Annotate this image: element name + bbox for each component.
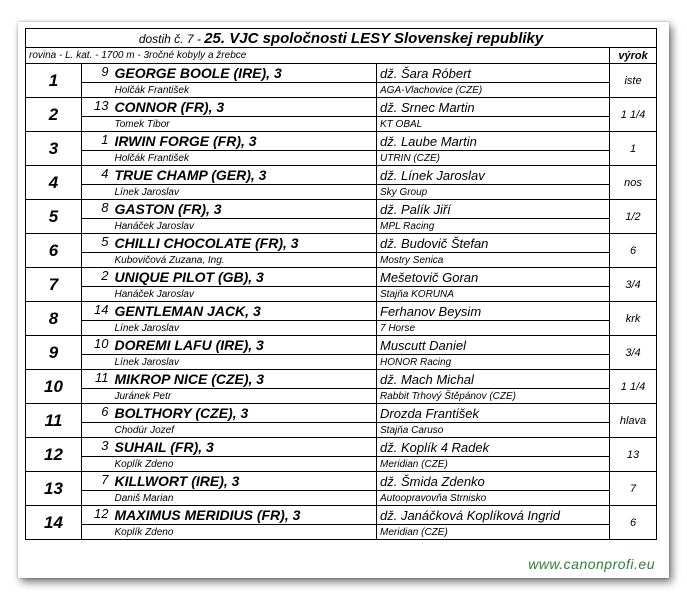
horse-name: KILLWORT (IRE), 3 bbox=[112, 472, 377, 491]
place-number: 13 bbox=[26, 472, 82, 506]
result-margin: hlava bbox=[610, 404, 657, 438]
owner-name: Sky Group bbox=[377, 185, 610, 200]
trainer-name: Tomek Tibor bbox=[112, 117, 377, 132]
place-number: 12 bbox=[26, 438, 82, 472]
start-number: 6 bbox=[82, 404, 112, 423]
place-number: 4 bbox=[26, 166, 82, 200]
start-number-spacer bbox=[82, 219, 112, 234]
start-number-spacer bbox=[82, 151, 112, 166]
result-subrow bbox=[26, 389, 657, 404]
trainer-name: Koplík Zdeno bbox=[112, 525, 377, 540]
owner-name: 7 Horse bbox=[377, 321, 610, 336]
horse-name: SUHAIL (FR), 3 bbox=[112, 438, 377, 457]
start-number-spacer bbox=[82, 253, 112, 268]
start-number-spacer bbox=[82, 321, 112, 336]
result-row bbox=[26, 336, 657, 355]
start-number: 11 bbox=[82, 370, 112, 389]
horse-name: MIKROP NICE (CZE), 3 bbox=[112, 370, 377, 389]
trainer-name: Hanáček Jaroslav bbox=[112, 219, 377, 234]
place-number: 14 bbox=[26, 506, 82, 540]
start-number-spacer bbox=[82, 287, 112, 302]
result-row bbox=[26, 404, 657, 423]
result-margin: 1/2 bbox=[610, 200, 657, 234]
place-number: 3 bbox=[26, 132, 82, 166]
trainer-name: Línek Jaroslav bbox=[112, 321, 377, 336]
owner-name: KT OBAL bbox=[377, 117, 610, 132]
race-prefix: dostih č. 7 - bbox=[138, 31, 205, 46]
trainer-name: Hanáček Jaroslav bbox=[112, 287, 377, 302]
start-number: 14 bbox=[82, 302, 112, 321]
result-row bbox=[26, 64, 657, 83]
owner-name: Meridian (CZE) bbox=[377, 457, 610, 472]
horse-name: DOREMI LAFU (IRE), 3 bbox=[112, 336, 377, 355]
result-margin: 13 bbox=[610, 438, 657, 472]
owner-name: Autoopravovňa Strnisko bbox=[377, 491, 610, 506]
trainer-name: Holčák František bbox=[112, 151, 377, 166]
horse-name: MAXIMUS MERIDIUS (FR), 3 bbox=[112, 506, 377, 525]
owner-name: MPL Racing bbox=[377, 219, 610, 234]
result-subrow bbox=[26, 219, 657, 234]
jockey-name: Drozda František bbox=[377, 404, 610, 423]
result-margin: 6 bbox=[610, 234, 657, 268]
place-number: 10 bbox=[26, 370, 82, 404]
result-subrow bbox=[26, 457, 657, 472]
start-number-spacer bbox=[82, 83, 112, 98]
result-margin: 1 1/4 bbox=[610, 98, 657, 132]
start-number: 8 bbox=[82, 200, 112, 219]
trainer-name: Koplík Zdeno bbox=[112, 457, 377, 472]
result-column-header: výrok bbox=[610, 48, 657, 64]
result-row bbox=[26, 370, 657, 389]
jockey-name: Ferhanov Beysim bbox=[377, 302, 610, 321]
result-margin: 7 bbox=[610, 472, 657, 506]
start-number-spacer bbox=[82, 389, 112, 404]
jockey-name: dž. Šmida Zdenko bbox=[377, 472, 610, 491]
result-row bbox=[26, 132, 657, 151]
result-subrow bbox=[26, 355, 657, 370]
result-subrow bbox=[26, 287, 657, 302]
horse-name: TRUE CHAMP (GER), 3 bbox=[112, 166, 377, 185]
result-subrow bbox=[26, 491, 657, 506]
place-number: 2 bbox=[26, 98, 82, 132]
trainer-name: Línek Jaroslav bbox=[112, 185, 377, 200]
jockey-name: Mešetovič Goran bbox=[377, 268, 610, 287]
owner-name: AGA-Vlachovice (CZE) bbox=[377, 83, 610, 98]
horse-name: IRWIN FORGE (FR), 3 bbox=[112, 132, 377, 151]
start-number: 1 bbox=[82, 132, 112, 151]
horse-name: GASTON (FR), 3 bbox=[112, 200, 377, 219]
race-details-row bbox=[26, 48, 657, 64]
owner-name: Stajňa KORUNA bbox=[377, 287, 610, 302]
owner-name: Mostry Senica bbox=[377, 253, 610, 268]
trainer-name: Kubovičová Zuzana, Ing. bbox=[112, 253, 377, 268]
start-number: 2 bbox=[82, 268, 112, 287]
result-row bbox=[26, 438, 657, 457]
result-margin: krk bbox=[610, 302, 657, 336]
start-number: 10 bbox=[82, 336, 112, 355]
place-number: 5 bbox=[26, 200, 82, 234]
watermark: www.canonprofi.eu bbox=[528, 556, 655, 572]
place-number: 9 bbox=[26, 336, 82, 370]
start-number: 5 bbox=[82, 234, 112, 253]
owner-name: Stajňa Caruso bbox=[377, 423, 610, 438]
start-number: 13 bbox=[82, 98, 112, 117]
result-subrow bbox=[26, 525, 657, 540]
result-subrow bbox=[26, 151, 657, 166]
result-row bbox=[26, 98, 657, 117]
place-number: 7 bbox=[26, 268, 82, 302]
start-number-spacer bbox=[82, 117, 112, 132]
start-number-spacer bbox=[82, 423, 112, 438]
place-number: 1 bbox=[26, 64, 82, 98]
jockey-name: dž. Laube Martin bbox=[377, 132, 610, 151]
result-margin: nos bbox=[610, 166, 657, 200]
result-row bbox=[26, 302, 657, 321]
result-row bbox=[26, 166, 657, 185]
trainer-name: Daniš Marian bbox=[112, 491, 377, 506]
jockey-name: Muscutt Daniel bbox=[377, 336, 610, 355]
jockey-name: dž. Koplík 4 Radek bbox=[377, 438, 610, 457]
start-number: 3 bbox=[82, 438, 112, 457]
title-row bbox=[26, 29, 657, 48]
race-details: rovina - L. kat. - 1700 m - 3ročné kobyly a žrebce bbox=[26, 48, 610, 64]
result-subrow bbox=[26, 117, 657, 132]
trainer-name: Chodúr Jozef bbox=[112, 423, 377, 438]
start-number-spacer bbox=[82, 355, 112, 370]
horse-name: UNIQUE PILOT (GB), 3 bbox=[112, 268, 377, 287]
horse-name: GENTLEMAN JACK, 3 bbox=[112, 302, 377, 321]
trainer-name: Holčák František bbox=[112, 83, 377, 98]
jockey-name: dž. Šara Róbert bbox=[377, 64, 610, 83]
jockey-name: dž. Palík Jiří bbox=[377, 200, 610, 219]
result-row bbox=[26, 506, 657, 525]
owner-name: Meridian (CZE) bbox=[377, 525, 610, 540]
horse-name: CHILLI CHOCOLATE (FR), 3 bbox=[112, 234, 377, 253]
start-number: 9 bbox=[82, 64, 112, 83]
result-subrow bbox=[26, 83, 657, 98]
jockey-name: dž. Budovič Štefan bbox=[377, 234, 610, 253]
result-row bbox=[26, 268, 657, 287]
start-number-spacer bbox=[82, 525, 112, 540]
start-number: 7 bbox=[82, 472, 112, 491]
trainer-name: Juránek Petr bbox=[112, 389, 377, 404]
results-sheet bbox=[18, 22, 669, 578]
result-margin: 1 bbox=[610, 132, 657, 166]
place-number: 11 bbox=[26, 404, 82, 438]
jockey-name: dž. Línek Jaroslav bbox=[377, 166, 610, 185]
horse-name: GEORGE BOOLE (IRE), 3 bbox=[112, 64, 377, 83]
result-subrow bbox=[26, 253, 657, 268]
result-margin: 3/4 bbox=[610, 268, 657, 302]
result-row bbox=[26, 472, 657, 491]
trainer-name: Línek Jaroslav bbox=[112, 355, 377, 370]
start-number-spacer bbox=[82, 457, 112, 472]
result-subrow bbox=[26, 321, 657, 336]
result-margin: 6 bbox=[610, 506, 657, 540]
place-number: 8 bbox=[26, 302, 82, 336]
jockey-name: dž. Srnec Martin bbox=[377, 98, 610, 117]
owner-name: UTRIN (CZE) bbox=[377, 151, 610, 166]
owner-name: HONOR Racing bbox=[377, 355, 610, 370]
result-margin: 3/4 bbox=[610, 336, 657, 370]
start-number-spacer bbox=[82, 185, 112, 200]
place-number: 6 bbox=[26, 234, 82, 268]
result-row bbox=[26, 234, 657, 253]
result-margin: iste bbox=[610, 64, 657, 98]
race-title: 25. VJC spoločnosti LESY Slovenskej republiky bbox=[204, 29, 544, 47]
jockey-name: dž. Mach Michal bbox=[377, 370, 610, 389]
result-row bbox=[26, 200, 657, 219]
result-subrow bbox=[26, 185, 657, 200]
results-table bbox=[25, 28, 657, 540]
start-number-spacer bbox=[82, 491, 112, 506]
jockey-name: dž. Janáčková Koplíková Ingrid bbox=[377, 506, 610, 525]
start-number: 12 bbox=[82, 506, 112, 525]
horse-name: CONNOR (FR), 3 bbox=[112, 98, 377, 117]
owner-name: Rabbit Trhový Štěpánov (CZE) bbox=[377, 389, 610, 404]
result-subrow bbox=[26, 423, 657, 438]
horse-name: BOLTHORY (CZE), 3 bbox=[112, 404, 377, 423]
start-number: 4 bbox=[82, 166, 112, 185]
result-margin: 1 1/4 bbox=[610, 370, 657, 404]
race-title-cell bbox=[26, 29, 657, 48]
